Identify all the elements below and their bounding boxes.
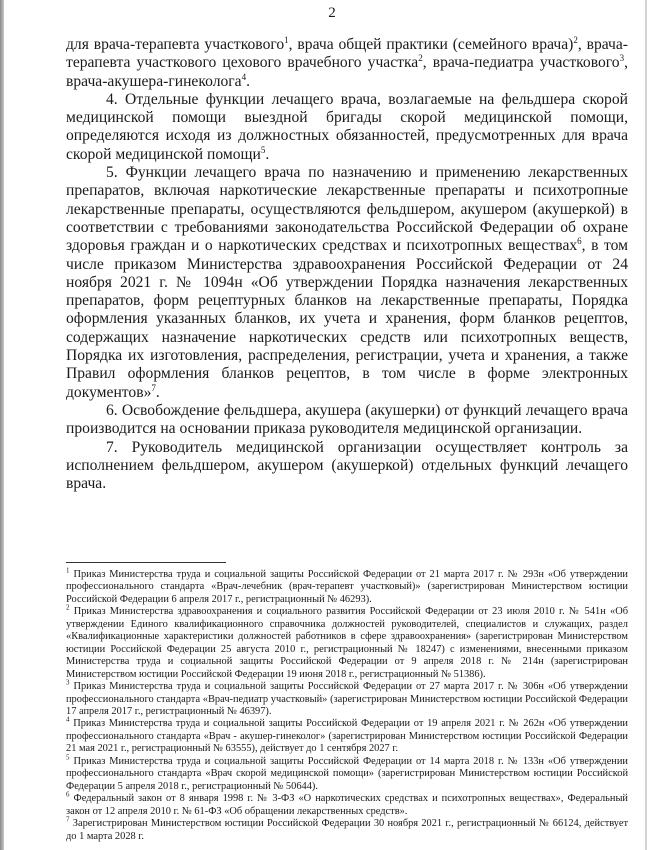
text-run: , в том числе приказом Министерства здравоохранения Российской Федерации от 24 ноября 2021 г. № 1094н «Об утверждении Порядка назначения лекарственных препаратов, форм рецептурных бланков на лекарственные препараты, Порядка оформления указанных бланков, их учета и хранения, форм бланков рецептов, содержащих назначение наркотических средств или психотропных веществ, Порядка их изготовления, распределения, регистрации, учета и хранения, а также Правил оформления бланков рецептов, в том числе в форме электронных документов»: [66, 237, 628, 401]
footnotes: [66, 566, 628, 843]
text-run: .: [155, 383, 160, 401]
paragraph-6: 6. Освобождение фельдшера, акушера (акушерки) от функций лечащего врача производится на основании приказа руководителя медицинской организации.: [66, 401, 628, 438]
footnote-text: Приказ Министерства труда и социальной защиты Российской Федерации от 21 марта 2017 г. № 293н «Об утверждении профессионального стандарта «Врач-лечебник (врач-терапевт участковый)» (зарегистрирован Министерством юстиции Российской Федерации 6 апреля 2017 г., регистрационный № 46293).: [66, 569, 628, 605]
footnote-ref[interactable]: 4: [241, 71, 247, 82]
footnote-ref[interactable]: 3: [619, 53, 625, 64]
footnote-text: Приказ Министерства труда и социальной защиты Российской Федерации от 19 апреля 2021 г. № 262н «Об утверждении профессионального стандарта «Врач - акушер-гинеколог» (зарегистрирован Министерством юстиции Российской Федерации 21 мая 2021 г., регистрационный № 63555), действует до 1 сентября 2027 г.: [66, 718, 628, 755]
footnote-mark: 1: [66, 566, 70, 575]
paragraph-4: [66, 91, 628, 164]
paragraph-continuation: [66, 36, 628, 91]
footnote: [66, 815, 628, 843]
footnote: [66, 790, 628, 818]
paragraph-7: 7. Руководитель медицинской организации осуществляет контроль за исполнением фельдшером, акушером (акушеркой) отдельных функций лечащего врача.: [66, 438, 628, 493]
text-run: для врача-терапевта участкового: [66, 36, 285, 53]
footnote-mark: 3: [66, 678, 70, 687]
text-run: , врача общей практики (семейного врача): [288, 36, 574, 53]
footnote-ref[interactable]: 5: [260, 144, 266, 155]
footnote-text: Приказ Министерства здравоохранения и социального развития Российской Федерации от 23 июля 2010 г. № 541н «Об утверждении Единого квалификационного справочника должностей руководителей, специалистов и служащих, раздел «Квалификационные характеристики должностей работников в сфере здравоохранения» (зарегистрирован Министерством юстиции Российской Федерации 25 августа 2010 г., регистрационный № 18247) с изменениями, внесенными приказом Министерства труда и социальной защиты Российской Федерации от 9 апреля 2018 г. № 214н (зарегистрирован Министерством юстиции Российской Федерации 19 июня 2018 г., регистрационный № 51386).: [66, 606, 628, 680]
footnote-ref[interactable]: 1: [284, 34, 289, 45]
footnote: [66, 603, 628, 681]
footnote-ref[interactable]: 2: [418, 53, 423, 64]
footnote-mark: 7: [66, 815, 70, 824]
footnote-text: Федеральный закон от 8 января 1998 г. № 3-ФЗ «О наркотических средствах и психотропных веществах», Федеральный закон от 12 апреля 2010 г. № 61-ФЗ «Об обращении лекарственных средств».: [66, 793, 628, 817]
footnote-text: Приказ Министерства труда и социальной защиты Российской Федерации от 14 марта 2018 г. № 133н «Об утверждении профессионального стандарта «Врач скорой медицинской помощи» (зарегистрирован Министерством юстиции Российской Федерации 5 апреля 2018 г., регистрационный № 50644).: [66, 755, 628, 792]
scan-left-edge: [0, 0, 4, 850]
footnote-ref[interactable]: 6: [577, 236, 582, 247]
footnote-text: Зарегистрирован Министерством юстиции Российской Федерации 30 ноября 2021 г., регистрационный № 66124, действует до 1 марта 2028 г.: [66, 818, 628, 842]
footnote-mark: 4: [66, 715, 70, 724]
page-number: 2: [328, 5, 336, 21]
footnote-ref[interactable]: 2: [573, 34, 578, 45]
text-run: .: [246, 72, 251, 90]
footnote: [66, 566, 628, 606]
footnote: [66, 753, 628, 793]
footnote-mark: 5: [66, 753, 70, 762]
text-run: 4. Отдельные функции лечащего врача, возлагаемые на фельдшера скорой медицинской помощи выездной бригады скорой медицинской помощи, определяются исходя из должностных обязанностей, предусмотренных для врача скорой медицинской помощи: [66, 90, 628, 163]
text-run: 5. Функции лечащего врача по назначению и применению лекарственных препаратов, включая наркотические лекарственные препараты и психотропные лекарственные препараты, осуществляются фельдшером, акушером (акушеркой) в соответствии с требованиями законодательства Российской Федерации об охране здоровья граждан и о наркотических средствах и психотропных веществах: [66, 164, 628, 255]
footnote-mark: 2: [66, 603, 70, 612]
scan-right-edge: [645, 0, 647, 850]
document-body: [66, 36, 628, 493]
footnote: [66, 715, 628, 755]
text-run: , врача-акушера-гинеколога: [66, 54, 628, 90]
footnote: [66, 678, 628, 718]
text-run: , врача-педиатра участкового: [422, 54, 620, 72]
paragraph-5: [66, 164, 628, 402]
text-run: .: [265, 145, 270, 163]
footnote-separator: [66, 562, 226, 563]
footnote-mark: 6: [66, 790, 70, 799]
footnote-text: Приказ Министерства труда и социальной защиты Российской Федерации от 27 марта 2017 г. № 306н «Об утверждении профессионального стандарта «Врач-педиатр участковый» (зарегистрирован Министерством юстиции Российской Федерации 17 апреля 2017 г., регистрационный № 46397).: [66, 681, 628, 717]
footnote-ref[interactable]: 7: [151, 382, 156, 393]
text-run: , врача-терапевта участкового цехового врачебного участка: [66, 36, 628, 72]
